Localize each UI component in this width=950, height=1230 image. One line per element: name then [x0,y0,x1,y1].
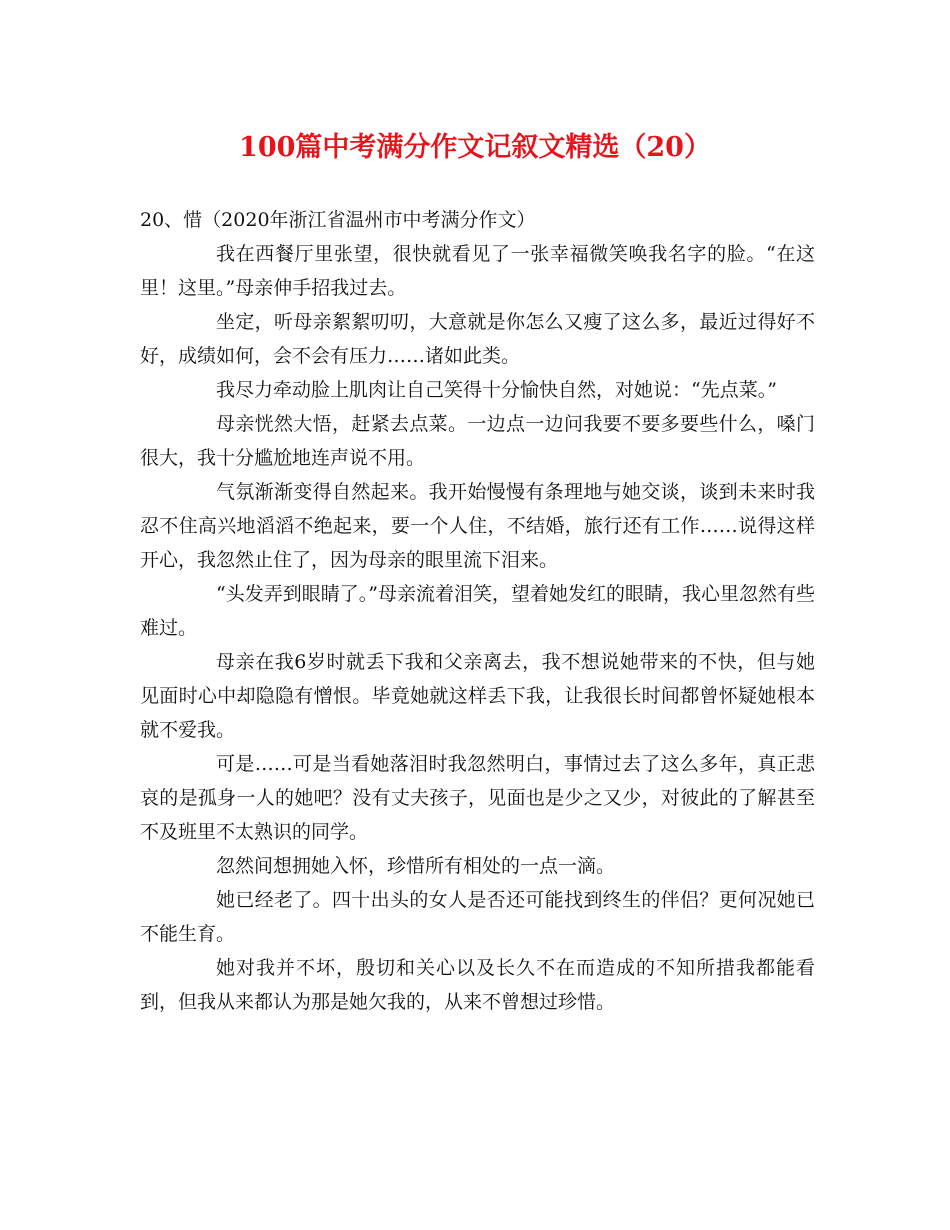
paragraph: 气氛渐渐变得自然起来。我开始慢慢有条理地与她交谈，谈到未来时我忍不住高兴地滔滔不绝起来，要一个人住，不结婚，旅行还有工作……说得这样开心，我忽然止住了，因为母亲的眼里流下泪来。 [140,481,815,571]
document-title: 100篇中考满分作文记叙文精选（20） [239,132,711,163]
paragraph: 坐定，听母亲絮絮叨叨，大意就是你怎么又瘦了这么多，最近过得好不好，成绩如何，会不会有压力……诸如此类。 [140,311,815,367]
paragraph: 忽然间想拥她入怀，珍惜所有相处的一点一滴。 [216,855,616,877]
paragraph: 可是……可是当看她落泪时我忽然明白，事情过去了这么多年，真正悲哀的是孤身一人的她吧？没有丈夫孩子，见面也是少之又少，对彼此的了解甚至不及班里不太熟识的同学。 [140,753,815,843]
document-body [140,203,815,1019]
paragraph: “头发弄到眼睛了。”母亲流着泪笑，望着她发红的眼睛，我心里忽然有些难过。 [140,583,815,639]
paragraph: 母亲恍然大悟，赶紧去点菜。一边点一边问我要不要多要些什么，嗓门很大，我十分尴尬地连声说不用。 [140,413,815,469]
paragraph: 她已经老了。四十出头的女人是否还可能找到终生的伴侣？更何况她已不能生育。 [140,889,815,945]
essay-heading: 20、惜（2020年浙江省温州市中考满分作文） [140,209,536,231]
paragraph: 母亲在我6岁时就丢下我和父亲离去，我不想说她带来的不快，但与她见面时心中却隐隐有憎恨。毕竟她就这样丢下我，让我很长时间都曾怀疑她根本就不爱我。 [140,651,815,741]
paragraph: 她对我并不坏，殷切和关心以及长久不在而造成的不知所措我都能看到，但我从来都认为那是她欠我的，从来不曾想过珍惜。 [140,957,815,1013]
paragraph: 我在西餐厅里张望，很快就看见了一张幸福微笑唤我名字的脸。“在这里！这里。”母亲伸手招我过去。 [140,243,815,299]
paragraph: 我尽力牵动脸上肌肉让自己笑得十分愉快自然，对她说：“先点菜。” [216,379,777,401]
